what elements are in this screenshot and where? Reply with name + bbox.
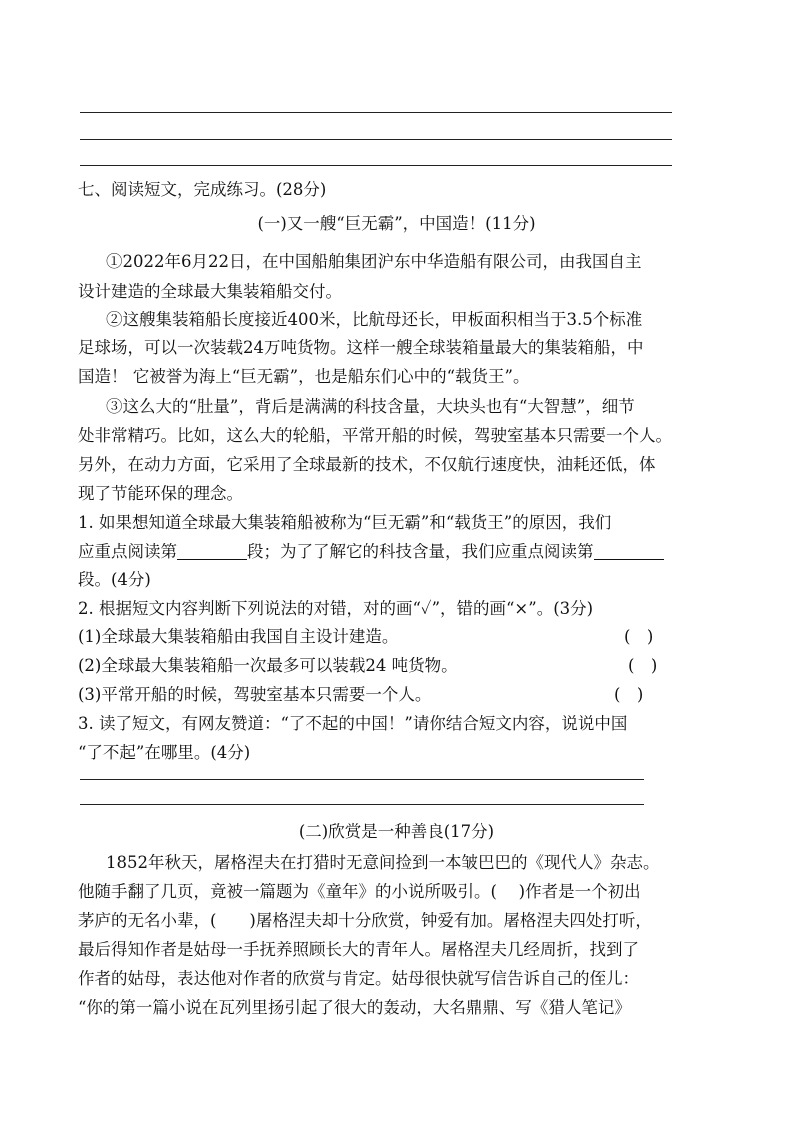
passage1-p2-line2: 足球场，可以一次装载24万吨货物。这样一艘全球装箱量最大的集装箱船，中 <box>78 338 644 357</box>
q1-line2-part-b: 段；为了了解它的科技含量，我们应重点阅读第 <box>247 542 594 561</box>
q2-item-1-answer[interactable]: ( ) <box>624 627 654 646</box>
q3-answer-line-2[interactable] <box>80 804 644 805</box>
q2-item-2-answer[interactable]: ( ) <box>628 656 658 675</box>
q3-answer-line-1[interactable] <box>80 779 644 780</box>
passage1-p3-line3: 另外，在动力方面，它采用了全球最新的技术，不仅航行速度快，油耗还低，体 <box>78 455 656 474</box>
q2-item-3-answer[interactable]: ( ) <box>614 685 644 704</box>
passage1-p2-line1: ②这艘集装箱船长度接近400米，比航母还长，甲板面积相当于3.5个标准 <box>106 310 643 329</box>
passage2-line-4: 最后得知作者是姑母一手抚养照顾长大的青年人。屠格涅夫几经周折，找到了 <box>78 940 639 959</box>
passage2-line-5: 作者的姑母，表达他对作者的欣赏与肯定。姑母很快就写信告诉自己的侄儿： <box>78 969 639 988</box>
q2-item-1: (1)全球最大集装箱船由我国自主设计建造。 <box>78 627 399 646</box>
q1-blank-1[interactable] <box>177 541 247 560</box>
passage1-p1-line1: ①2022年6月22日，在中国船舶集团沪东中华造船有限公司，由我国自主 <box>106 252 642 271</box>
q3-line1: 3. 读了短文，有网友赞道：“了不起的中国！”请你结合短文内容，说说中国 <box>78 714 628 733</box>
passage1-p3-line1: ③这么大的“肚量”，背后是满满的科技含量，大块头也有“大智慧”，细节 <box>106 397 635 416</box>
passage2-line-2: 他随手翻了几页，竟被一篇题为《童年》的小说所吸引。( )作者是一个初出 <box>78 882 641 901</box>
passage1-p3-line2: 处非常精巧。比如，这么大的轮船，平常开船的时候，驾驶室基本只需要一个人。 <box>78 426 672 445</box>
q3-line2: “了不起”在哪里。(4分) <box>78 743 251 762</box>
q2-stem: 2. 根据短文内容判断下列说法的对错，对的画“✓”，错的画“×”。(3分) <box>78 599 594 618</box>
passage2-line-1: 1852年秋天，屠格涅夫在打猎时无意间捡到一本皱巴巴的《现代人》杂志。 <box>106 853 660 872</box>
answer-line-3[interactable] <box>80 165 672 166</box>
answer-line-1[interactable] <box>80 112 672 113</box>
passage2-line-6: “你的第一篇小说在瓦列里扬引起了很大的轰动，大名鼎鼎、写《猎人笔记》 <box>78 998 631 1017</box>
q1-line1: 1. 如果想知道全球最大集装箱船被称为“巨无霸”和“载货王”的原因，我们 <box>78 513 612 532</box>
passage1-p2-line3: 国造！ 它被誉为海上“巨无霸”，也是船东们心中的“载货王”。 <box>78 367 530 386</box>
passage1-p1-line2: 设计建造的全球最大集装箱船交付。 <box>78 282 342 301</box>
section-heading: 七、阅读短文，完成练习。(28分) <box>78 180 327 199</box>
passage2-line-3: 茅庐的无名小辈，( )屠格涅夫却十分欣赏，钟爱有加。屠格涅夫四处打听， <box>78 911 652 930</box>
passage2-title: (二)欣赏是一种善良(17分) <box>298 822 495 841</box>
passage1-p3-line4: 现了节能环保的理念。 <box>78 484 243 503</box>
answer-line-2[interactable] <box>80 139 672 140</box>
passage1-title: (一)又一艘“巨无霸”，中国造！(11分) <box>257 214 536 233</box>
q2-item-3: (3)平常开船的时候，驾驶室基本只需要一个人。 <box>78 685 432 704</box>
q1-line2 <box>78 540 664 564</box>
q1-blank-2[interactable] <box>594 541 664 560</box>
q1-line3: 段。(4分) <box>78 570 151 589</box>
q1-line2-part-a: 应重点阅读第 <box>78 542 177 561</box>
q2-item-2: (2)全球最大集装箱船一次最多可以装载24 吨货物。 <box>78 656 458 675</box>
